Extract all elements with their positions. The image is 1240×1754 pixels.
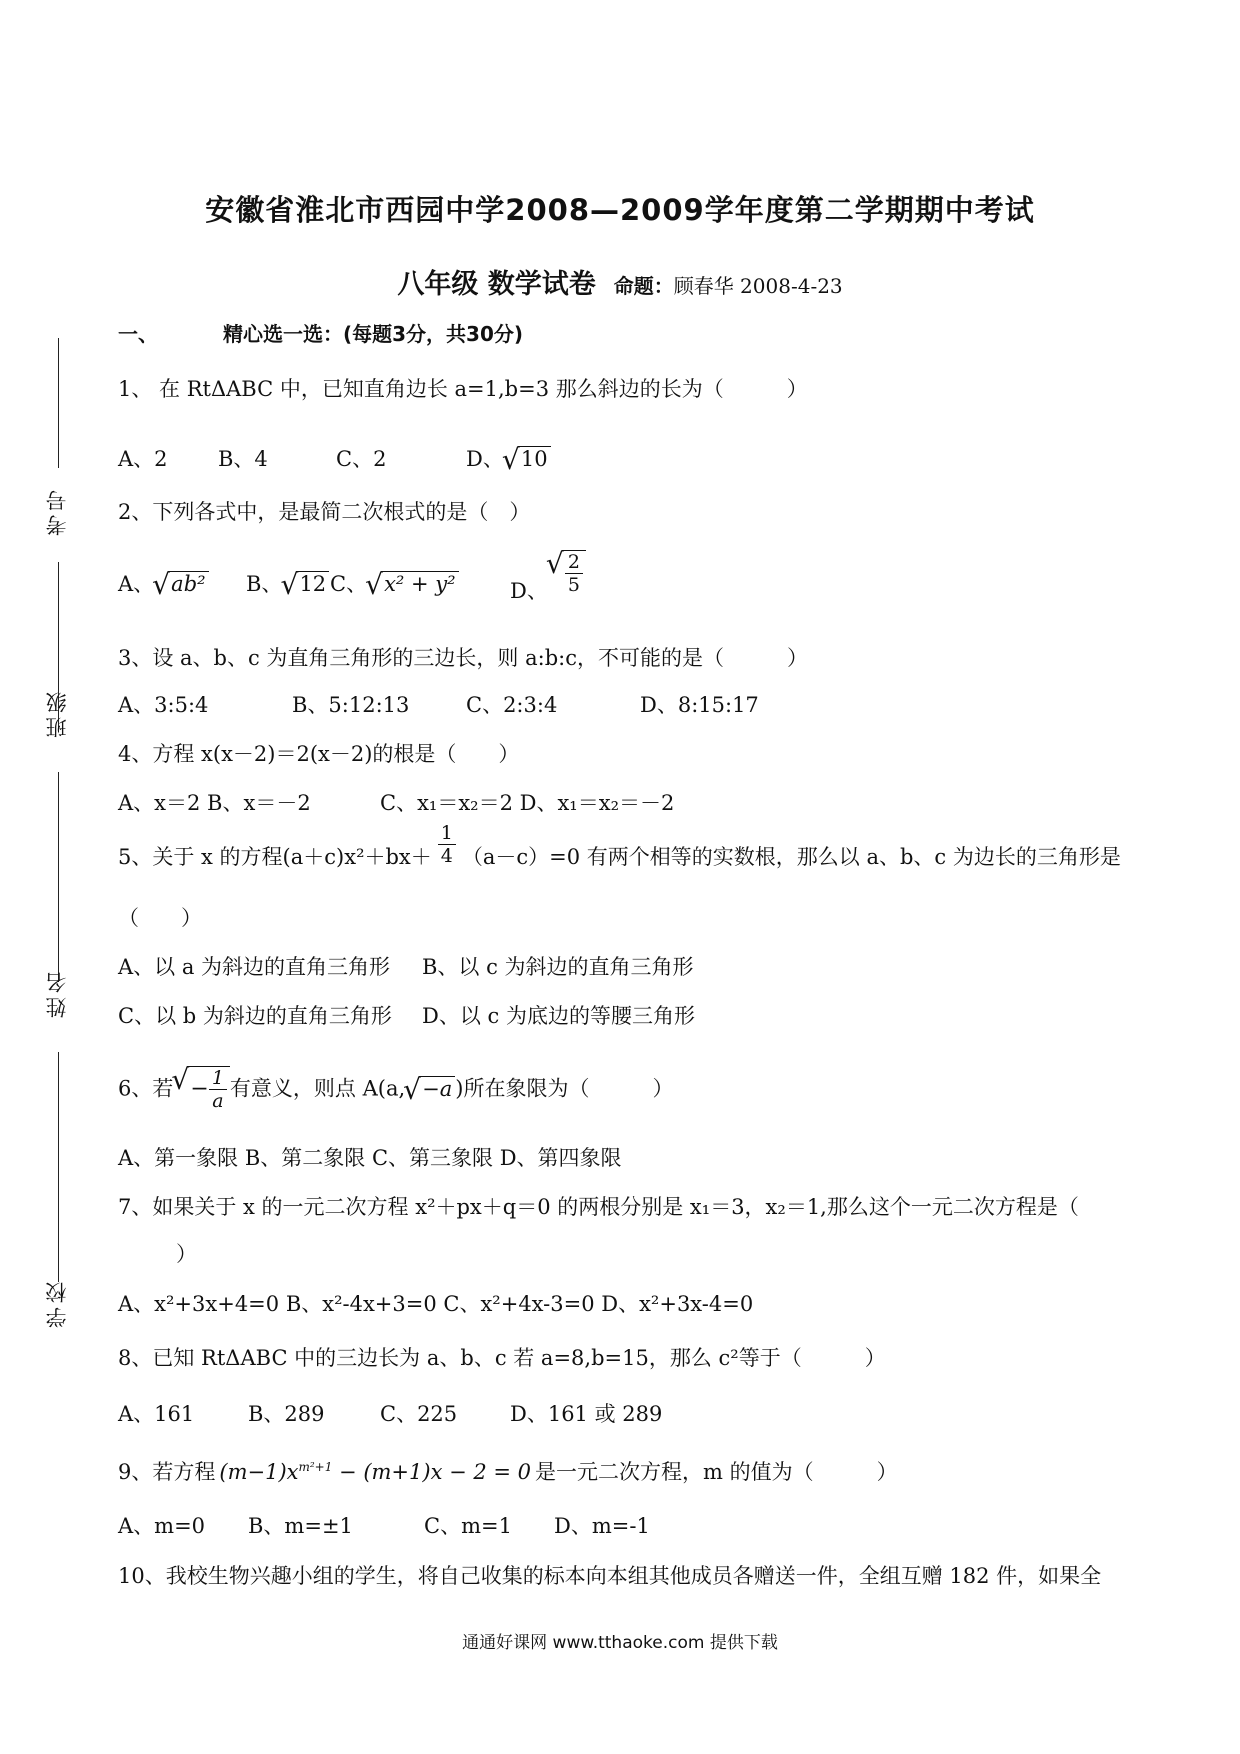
- question-7-cont: ）: [176, 1242, 197, 1266]
- side-label-school: 学校: [45, 1278, 69, 1328]
- option-d: D、√ 10: [466, 443, 551, 473]
- option-d: D、以 c 为底边的等腰三角形: [422, 1004, 695, 1028]
- option-a: A、3:5:4: [118, 693, 209, 717]
- section-title: 精心选一选：(每题3分，共30分): [222, 322, 523, 346]
- option-a: A、√ ab²: [118, 568, 209, 598]
- page-subtitle: [0, 262, 1240, 301]
- option-d: D、 √ $\frac{2}{5}$: [510, 550, 586, 596]
- paper-name: 八年级 数学试卷: [397, 269, 596, 300]
- option-d: D、8:15:17: [640, 693, 759, 717]
- option-c: C、2: [336, 447, 387, 471]
- option-c: C、√ x² + y²: [330, 568, 459, 598]
- question-7-options: A、x²+3x+4=0 B、x²-4x+3=0 C、x²+4x-3=0 D、x²+3x-4=0: [118, 1292, 754, 1316]
- option-a: A、m=0: [118, 1514, 206, 1538]
- radicand: 12: [296, 571, 329, 596]
- option-b: B、√ 12: [246, 568, 329, 598]
- question-4: 4、方程 x(x－2)＝2(x－2)的根是（ ）: [118, 742, 520, 766]
- option-c: C、2:3:4: [466, 693, 558, 717]
- radicand: −a: [419, 1076, 455, 1101]
- option-d: D、161 或 289: [510, 1402, 663, 1426]
- option-a: A、以 a 为斜边的直角三角形: [118, 955, 391, 979]
- option-b: B、4: [218, 447, 268, 471]
- section-heading: [118, 318, 523, 347]
- option-b: B、289: [248, 1402, 325, 1426]
- question-6: 6、若√ − $\frac{1}{a}$ 有意义，则点 A(a,√ −a )所在象限为（ ）: [118, 1066, 673, 1112]
- page-title: 安徽省淮北市西园中学2008—2009学年度第二学期期中考试: [205, 193, 1035, 227]
- side-label-class: 班级: [45, 688, 69, 738]
- option-b: B、以 c 为斜边的直角三角形: [422, 955, 694, 979]
- question-6-options: A、第一象限 B、第二象限 C、第三象限 D、第四象限: [118, 1146, 622, 1170]
- side-label-exam-number: 考号: [45, 486, 69, 536]
- option-b: B、5:12:13: [292, 693, 410, 717]
- question-10: 10、我校生物兴趣小组的学生，将自己收集的标本向本组其他成员各赠送一件，全组互赠 182 件，如果全: [118, 1564, 1102, 1588]
- side-binding-line: [58, 772, 59, 982]
- option-a: A、161: [118, 1402, 195, 1426]
- question-5-blank: （ ）: [118, 906, 202, 930]
- fraction-numerator: 1: [438, 822, 456, 845]
- option-d: D、m=-1: [554, 1514, 650, 1538]
- side-binding-line: [58, 338, 59, 468]
- section-number: 一、: [118, 322, 158, 346]
- question-5: 5、关于 x 的方程(a＋c)x²＋bx＋ $\frac{1}{4}$ （a－c）=0 有两个相等的实数根，那么以 a、b、c 为边长的三角形是: [118, 822, 1121, 869]
- question-3: 3、设 a、b、c 为直角三角形的三边长，则 a:b:c，不可能的是（ ）: [118, 646, 808, 670]
- side-binding-line: [58, 1052, 59, 1282]
- author-date: 顾春华 2008-4-23: [673, 274, 843, 298]
- radicand: x² + y²: [381, 571, 459, 596]
- option-b: B、m=±1: [248, 1514, 353, 1538]
- question-1: 1、 在 RtΔABC 中，已知直角边长 a=1,b=3 那么斜边的长为（ ）: [118, 377, 808, 401]
- question-9: 9、若方程 $(m-1)x^{m^2+1} - (m+1)x - 2 = 0$ 是一元二次方程，m 的值为（ ）: [118, 1460, 898, 1484]
- question-2: 2、下列各式中，是最简二次根式的是（ ）: [118, 500, 531, 524]
- radicand: ab²: [168, 571, 208, 596]
- author-label: 命题：: [613, 274, 674, 298]
- side-label-name: 姓名: [45, 968, 69, 1018]
- fraction-numerator: 1: [209, 1067, 227, 1090]
- option-c: C、m=1: [424, 1514, 512, 1538]
- option-c: C、225: [380, 1402, 458, 1426]
- option-a: A、2: [118, 447, 168, 471]
- fraction-denominator: 4: [440, 845, 453, 867]
- question-8: 8、已知 RtΔABC 中的三边长为 a、b、c 若 a=8,b=15，那么 c²等于（ ）: [118, 1346, 886, 1370]
- radicand: 10: [518, 446, 551, 471]
- question-7: 7、如果关于 x 的一元二次方程 x²＋px＋q＝0 的两根分别是 x₁＝3，x₂＝1,那么这个一元二次方程是（: [118, 1195, 1079, 1219]
- option-cd: C、x₁＝x₂＝2 D、x₁＝x₂＝－2: [380, 791, 675, 815]
- equation: $(m-1)x^{m^2+1} - (m+1)x - 2 = 0$: [219, 1460, 532, 1484]
- option-c: C、以 b 为斜边的直角三角形: [118, 1004, 392, 1028]
- option-ab: A、x＝2 B、x＝－2: [118, 791, 311, 815]
- page-footer: 通通好课网 www.tthaoke.com 提供下载: [462, 1633, 778, 1653]
- fraction-denominator: a: [212, 1090, 224, 1112]
